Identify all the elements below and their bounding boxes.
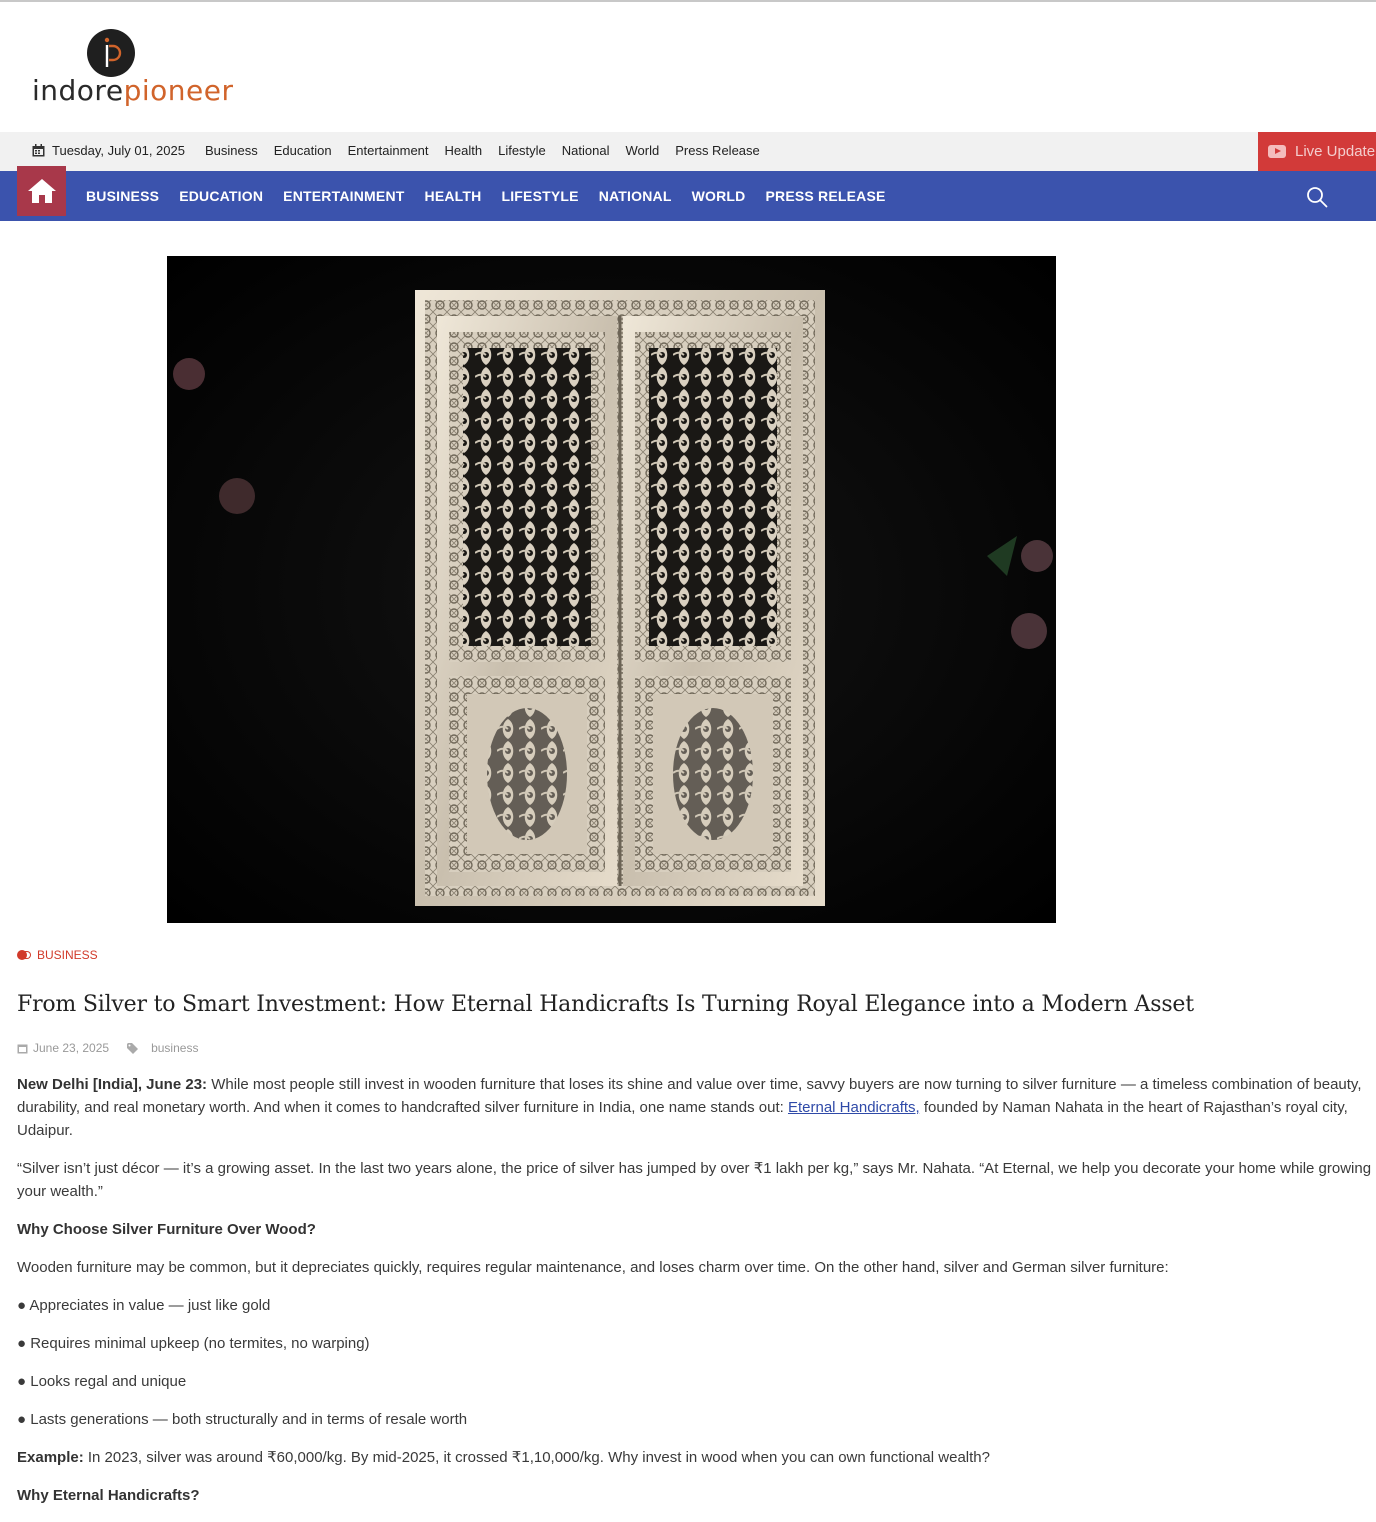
category-label: BUSINESS bbox=[37, 948, 98, 962]
toplink-national[interactable]: National bbox=[561, 143, 610, 158]
toplink-lifestyle[interactable]: Lifestyle bbox=[498, 143, 546, 158]
date-text: Tuesday, July 01, 2025 bbox=[52, 143, 185, 158]
toplink-education[interactable]: Education bbox=[273, 143, 332, 158]
section-heading bbox=[17, 1484, 1376, 1507]
paragraph-text: While most people still invest in wooden furniture that loses its shine and value over time, savvy buyers are now turning to silver furniture — a timeless combination of beauty, durability, and real monetary worth. And when it comes to handcrafted silver furniture in India, one name stands out: bbox=[17, 1076, 1362, 1116]
nav-world[interactable]: WORLD bbox=[691, 188, 746, 204]
paragraph-text: founded by Naman Nahata in the heart of Rajasthan’s royal city, Udaipur. bbox=[17, 1099, 1348, 1139]
toplink-health[interactable]: Health bbox=[444, 143, 483, 158]
home-icon bbox=[27, 178, 57, 204]
article-date[interactable]: June 23, 2025 bbox=[33, 1041, 110, 1055]
toplink-press-release[interactable]: Press Release bbox=[675, 143, 760, 158]
dateline: New Delhi [India], June 23: bbox=[17, 1076, 208, 1093]
nav-national[interactable]: NATIONAL bbox=[598, 188, 672, 204]
live-update-label: Live Update bbox=[1295, 143, 1376, 160]
top-border bbox=[0, 0, 1376, 2]
calendar-icon bbox=[17, 1043, 28, 1054]
nav-items bbox=[86, 188, 906, 204]
toplink-business[interactable]: Business bbox=[205, 143, 258, 158]
nav-business[interactable]: BUSINESS bbox=[86, 188, 160, 204]
top-bar bbox=[0, 132, 1376, 171]
article-tag[interactable]: business bbox=[151, 1041, 199, 1055]
bullet-item: ● Looks regal and unique bbox=[17, 1373, 187, 1390]
article-title: From Silver to Smart Investment: How Eternal Handicrafts Is Turning Royal Elegance into a Modern Asset bbox=[17, 992, 1194, 1017]
nav-health[interactable]: HEALTH bbox=[424, 188, 482, 204]
current-date bbox=[32, 143, 185, 158]
article-meta bbox=[17, 1041, 198, 1055]
nav-entertainment[interactable]: ENTERTAINMENT bbox=[283, 188, 405, 204]
live-update-button[interactable] bbox=[1258, 132, 1376, 171]
toplink-world[interactable]: World bbox=[625, 143, 660, 158]
top-links bbox=[205, 143, 776, 158]
tag-icon bbox=[127, 1043, 138, 1054]
nav-press-release[interactable]: PRESS RELEASE bbox=[765, 188, 886, 204]
paragraph: Wooden furniture may be common, but it depreciates quickly, requires regular maintenance, and loses charm over time. On the other hand, silver and German silver furniture: bbox=[17, 1259, 1169, 1276]
bullet-item: ● Appreciates in value — just like gold bbox=[17, 1297, 271, 1314]
toplink-entertainment[interactable]: Entertainment bbox=[347, 143, 429, 158]
category-icon bbox=[17, 950, 31, 960]
article-category[interactable] bbox=[17, 948, 98, 962]
site-logo[interactable] bbox=[30, 26, 234, 110]
paragraph bbox=[17, 1073, 1376, 1142]
logo-mark-icon bbox=[87, 29, 135, 77]
heading-text: Why Eternal Handicrafts? bbox=[17, 1487, 200, 1504]
main-nav bbox=[0, 171, 1376, 221]
section-heading bbox=[17, 1218, 1376, 1241]
eternal-handicrafts-link[interactable]: Eternal Handicrafts, bbox=[787, 1099, 920, 1116]
logo-wordmark: indorepioneer bbox=[32, 74, 234, 107]
search-icon[interactable] bbox=[1306, 186, 1328, 208]
featured-image bbox=[167, 256, 1056, 923]
article-body bbox=[17, 1073, 1376, 1522]
paragraph bbox=[17, 1446, 1376, 1469]
home-button[interactable] bbox=[17, 166, 66, 216]
bullet-item: ● Requires minimal upkeep (no termites, no warping) bbox=[17, 1335, 370, 1352]
nav-education[interactable]: EDUCATION bbox=[179, 188, 264, 204]
calendar-icon bbox=[32, 144, 45, 157]
heading-text: Why Choose Silver Furniture Over Wood? bbox=[17, 1221, 316, 1238]
bullet-item: ● Lasts generations — both structurally and in terms of resale worth bbox=[17, 1411, 468, 1428]
youtube-icon bbox=[1268, 145, 1286, 158]
paragraph: “Silver isn’t just décor — it’s a growing asset. In the last two years alone, the price of silver has jumped by over ₹1 lakh per kg,” says Mr. Nahata. “At Eternal, we help you decorate your home while growing your wealth.” bbox=[17, 1160, 1372, 1200]
nav-lifestyle[interactable]: LIFESTYLE bbox=[501, 188, 579, 204]
paragraph-text: In 2023, silver was around ₹60,000/kg. By mid-2025, it crossed ₹1,10,000/kg. Why invest in wood when you can own functional wealth? bbox=[83, 1449, 990, 1466]
example-label: Example: bbox=[17, 1449, 84, 1466]
